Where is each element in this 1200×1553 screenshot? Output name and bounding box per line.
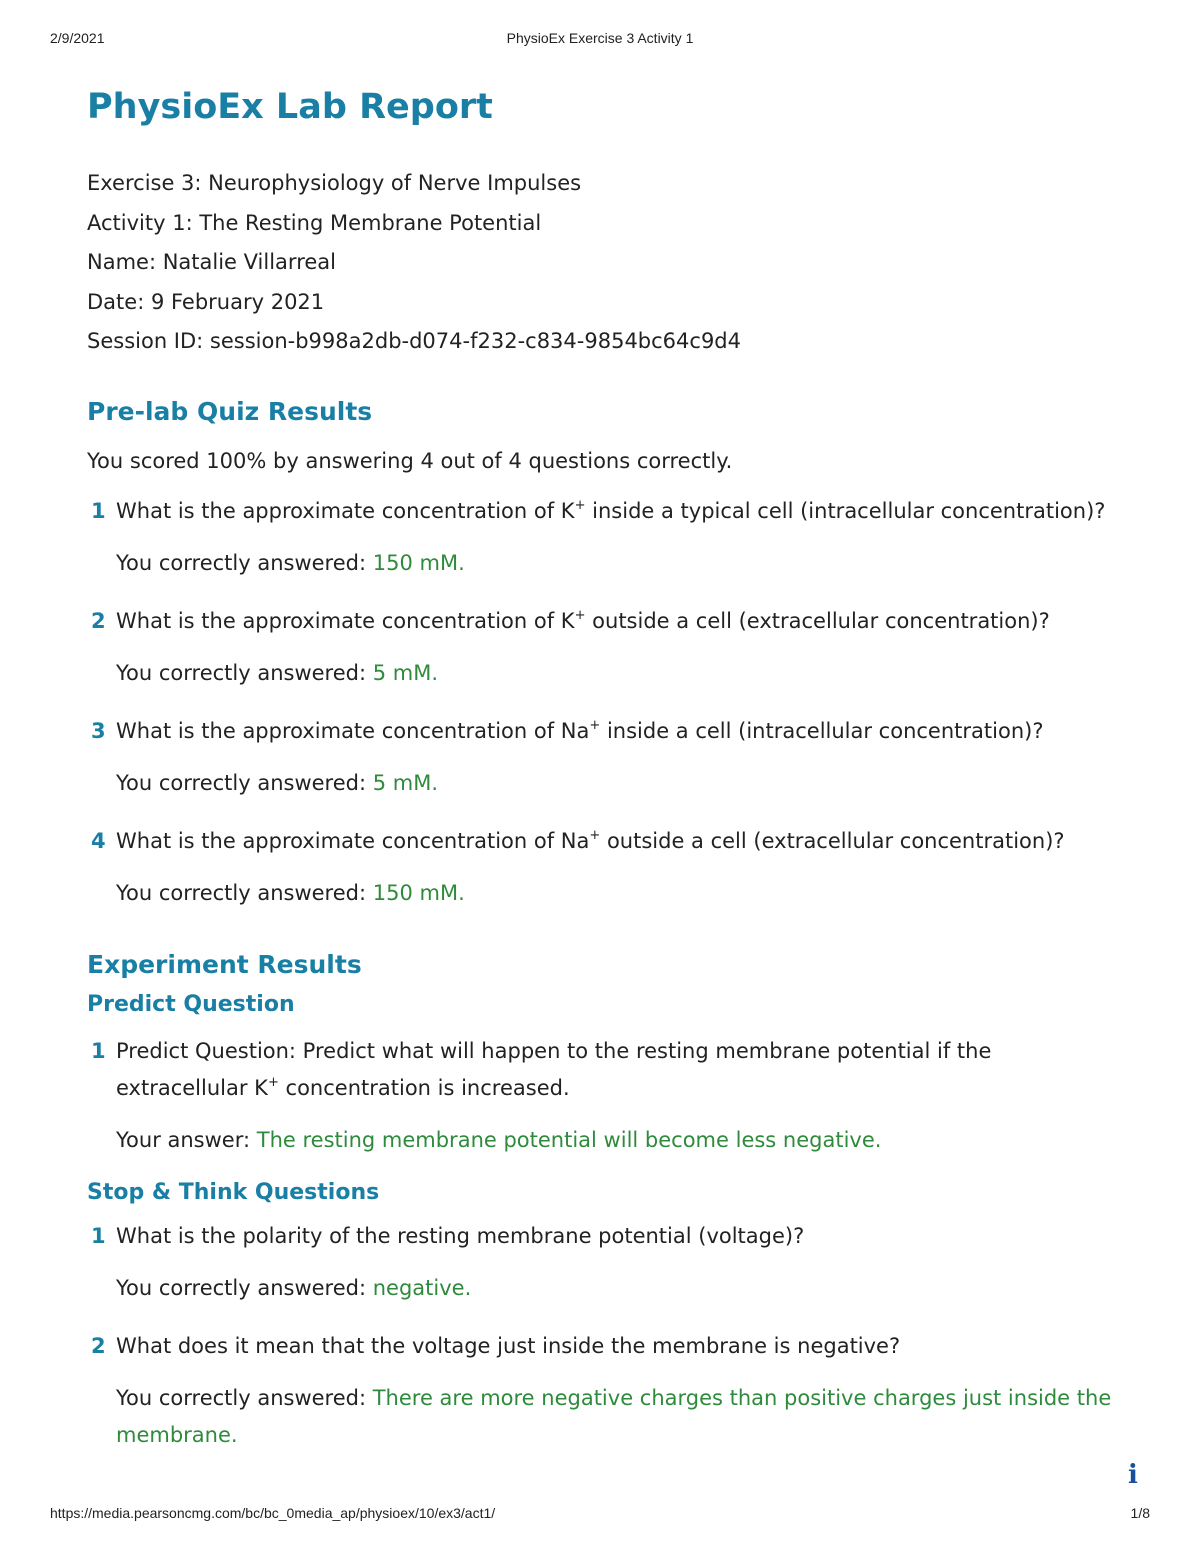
print-date: 2/9/2021 [50,30,105,46]
superscript-charge: + [589,827,601,843]
meta-activity: Activity 1: The Resting Membrane Potential [87,210,542,235]
answer-value: The resting membrane potential will become less negative. [256,1127,882,1152]
answer-prefix: You correctly answered: [116,880,373,905]
answer-value: 150 mM. [372,550,465,575]
prelab-score: You scored 100% by answering 4 out of 4 questions correctly. [87,448,733,473]
stop-think-question-2 [87,1328,1127,1365]
stop-think-question-1 [87,1218,1127,1255]
question-text: What is the approximate concentration of Na [116,828,590,853]
question-text: What is the approximate concentration of K [116,608,575,633]
stop-think-answer-1 [87,1270,1127,1307]
question-number: 2 [91,1333,106,1358]
answer-value: negative. [372,1275,472,1300]
question-number: 4 [91,828,106,853]
answer-prefix: You correctly answered: [116,1275,373,1300]
prelab-answer-2 [87,655,1127,692]
answer-value: 150 mM. [372,880,465,905]
question-text: What is the polarity of the resting membrane potential (voltage)? [116,1223,805,1248]
superscript-charge: + [574,607,586,623]
answer-value: 5 mM. [372,770,439,795]
answer-value: There are more negative charges than positive charges just inside the membrane. [116,1385,1112,1447]
answer-prefix: You correctly answered: [116,660,373,685]
question-number: 3 [91,718,106,743]
prelab-question-4 [87,823,1127,860]
question-text: What is the approximate concentration of K [116,498,575,523]
prelab-answer-1 [87,545,1127,582]
print-footer [50,1505,1150,1525]
superscript-charge: + [574,497,586,513]
prelab-heading: Pre-lab Quiz Results [87,396,373,426]
question-text: What is the approximate concentration of Na [116,718,590,743]
print-header [50,30,1150,50]
answer-value: 5 mM. [372,660,439,685]
predict-question-1 [87,1033,1127,1107]
stop-think-answer-2 [87,1380,1127,1454]
question-text-rest: concentration is increased. [278,1075,570,1100]
prelab-question-2 [87,603,1127,640]
prelab-answer-3 [87,765,1127,802]
question-text-rest: outside a cell (extracellular concentration)? [600,828,1065,853]
question-number: 1 [91,1038,106,1063]
question-text-rest: inside a cell (intracellular concentration)? [600,718,1044,743]
answer-prefix: You correctly answered: [116,770,373,795]
answer-prefix: You correctly answered: [116,1385,373,1410]
page-number: 1/8 [1130,1505,1150,1521]
answer-prefix: You correctly answered: [116,550,373,575]
superscript-charge: + [589,717,601,733]
print-title: PhysioEx Exercise 3 Activity 1 [506,30,694,46]
report-title: PhysioEx Lab Report [87,87,493,127]
question-text-rest: inside a typical cell (intracellular concentration)? [585,498,1106,523]
lab-report [87,82,1127,1454]
stop-think-heading: Stop & Think Questions [87,1179,380,1205]
info-icon[interactable]: i [1128,1460,1138,1490]
predict-answer-1 [87,1122,1127,1159]
answer-prefix: Your answer: [116,1127,257,1152]
question-text: What does it mean that the voltage just inside the membrane is negative? [116,1333,901,1358]
report-meta [87,164,1127,362]
meta-session-id: Session ID: session-b998a2db-d074-f232-c834-9854bc64c9d4 [87,329,741,353]
prelab-question-1 [87,493,1127,530]
page-url: https://media.pearsoncmg.com/bc/bc_0media_ap/physioex/10/ex3/act1/ [50,1505,496,1521]
question-number: 1 [91,498,106,523]
question-number: 1 [91,1223,106,1248]
predict-heading: Predict Question [87,991,295,1017]
prelab-answer-4 [87,875,1127,912]
question-text-rest: outside a cell (extracellular concentration)? [585,608,1050,633]
meta-exercise: Exercise 3: Neurophysiology of Nerve Impulses [87,171,582,195]
prelab-question-3 [87,713,1127,750]
meta-date: Date: 9 February 2021 [87,289,325,314]
question-number: 2 [91,608,106,633]
superscript-charge: + [267,1074,279,1090]
question-text: Predict Question: Predict what will happen to the resting membrane potential if the extracellular K [116,1038,992,1100]
meta-name: Name: Natalie Villarreal [87,250,336,274]
experiment-heading: Experiment Results [87,949,362,979]
